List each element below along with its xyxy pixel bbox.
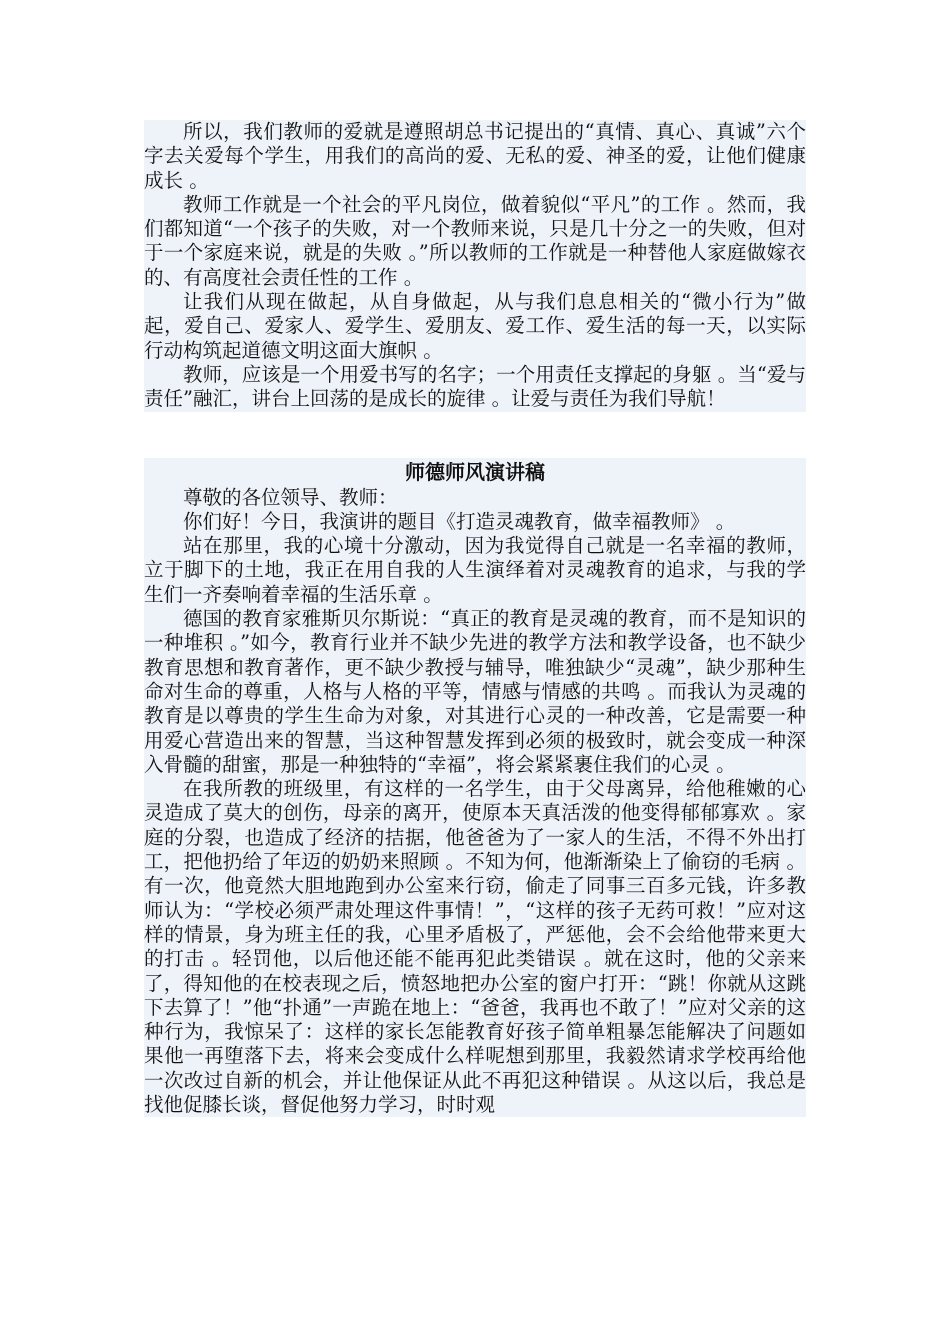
speech-section [144,458,806,1118]
speech-title: 师德师风演讲稿 [144,458,806,486]
paragraph: 站在那里，我的心境十分激动，因为我觉得自己就是一名幸福的教师，立于脚下的土地，我正在用自我的人生演绎着对灵魂教育的追求，与我的学生们一齐奏响着幸福的生活乐章 。 [144,534,806,606]
paragraph: 教师，应该是一个用爱书写的名字；一个用责任支撑起的身躯 。当“爱与责任”融汇，讲台上回荡的是成长的旋律 。让爱与责任为我们导航！ [144,362,806,411]
paragraph: 让我们从现在做起，从自身做起，从与我们息息相关的“微小行为”做起，爱自己、爱家人、爱学生、爱朋友、爱工作、爱生活的每一天，以实际行动构筑起道德文明这面大旗帜 。 [144,290,806,362]
paragraph: 你们好！今日，我演讲的题目《打造灵魂教育，做幸福教师》 。 [183,509,736,533]
paragraph: 所以，我们教师的爱就是遵照胡总书记提出的“真情、真心、真诚”六个字去关爱每个学生，用我们的高尚的爱、无私的爱、神圣的爱，让他们健康成长 。 [144,120,806,192]
section-gap [144,412,806,458]
paragraph: 教师工作就是一个社会的平凡岗位，做着貌似“平凡”的工作 。然而，我们都知道“一个孩子的失败，对一个教师来说，只是几十分之一的失败，但对于一个家庭来说，就是的失败 。”所以教师的工作就是一种替他人家庭做嫁衣的、有高度社会责任性的工作 。 [144,192,806,289]
paragraph: 在我所教的班级里，有这样的一名学生，由于父母离异，给他稚嫩的心灵造成了莫大的创伤，母亲的离开，使原本天真活泼的他变得郁郁寡欢 。家庭的分裂，也造成了经济的拮据，他爸爸为了一家人的生活，不得不外出打工，把他扔给了年迈的奶奶来照顾 。不知为何，他渐渐染上了偷窃的毛病 。有一次，他竟然大胆地跑到办公室来行窃，偷走了同事三百多元钱，许多教师认为：“学校必须严肃处理这件事情！”，“这样的孩子无药可救！”应对这样的情景，身为班主任的我，心里矛盾极了，严惩他，会不会给他带来更大的打击 。轻罚他，以后他还能不能再犯此类错误 。就在这时，他的父亲来了，得知他的在校表现之后，愤怒地把办公室的窗户打开：“跳！你就从这跳下去算了！”他“扑通”一声跪在地上：“爸爸，我再也不敢了！”应对父亲的这种行为，我惊呆了：这样的家长怎能教育好孩子简单粗暴怎能解决了问题如果他一再堕落下去，将来会变成什么样呢想到那里，我毅然请求学校再给他一次改过自新的机会，并让他保证从此不再犯这种错误 。从这以后，我总是找他促膝长谈，督促他努力学习，时时观 [144,777,806,1116]
paragraph: 德国的教育家雅斯贝尔斯说：“真正的教育是灵魂的教育，而不是知识的一种堆积 。”如今，教育行业并不缺少先进的教学方法和教学设备，也不缺少教育思想和教育著作，更不缺少教授与辅导，唯独缺少“灵魂”，缺少那种生命对生命的尊重，人格与人格的平等，情感与情感的共鸣 。而我认为灵魂的教育是以尊贵的学生生命为对象，对其进行心灵的一种改善，它是需要一种用爱心营造出来的智慧，当这种智慧发挥到必须的极致时，就会变成一种深入骨髓的甜蜜，那是一种独特的“幸福”，将会紧紧裹住我们的心灵 。 [144,607,806,776]
document-page [144,120,806,1117]
top-section [144,120,806,412]
salutation: 尊敬的各位领导、教师： [183,485,398,509]
